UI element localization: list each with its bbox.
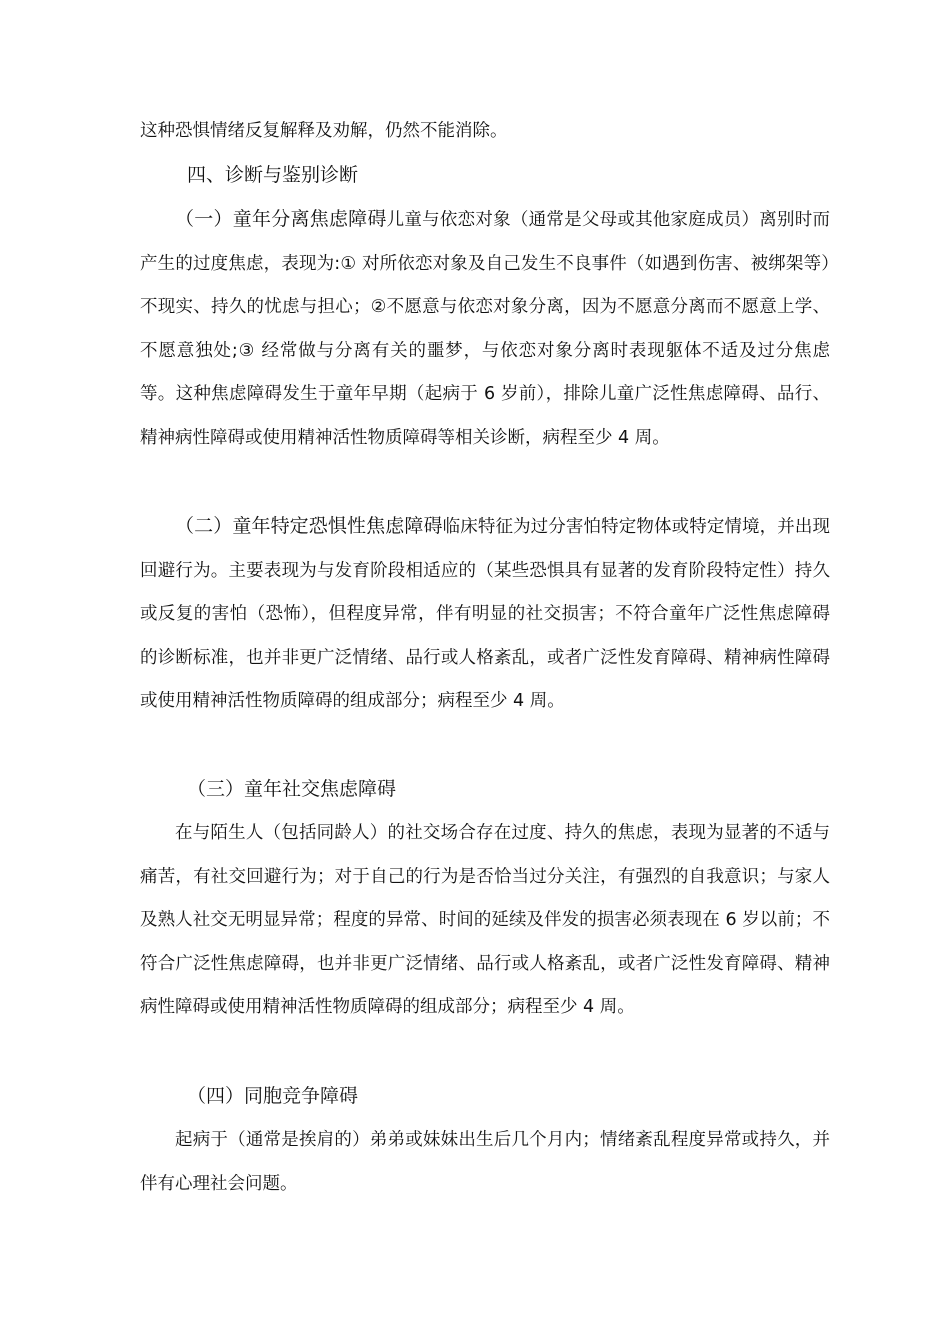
paragraph-continuation: 这种恐惧情绪反复解释及劝解，仍然不能消除。 [140, 121, 508, 141]
body-separation-anxiety: 儿童与依恋对象（通常是父母或其他家庭成员）离别时而产生的过度焦虑，表现为:① 对所依恋对象及自己发生不良事件（如遇到伤害、被绑架等）不现实、持久的忧虑与担心；②不愿意与依恋对象分离，因为不愿意分离而不愿意上学、不愿意独处;③ 经常做与分离有关的噩梦，与依恋对象分离时表现躯体不适及过分焦虑等。这种焦虑障碍发生于童年早期（起病于 6 岁前），排除儿童广泛性焦虑障碍、品行、精神病性障碍或使用精神活性物质障碍等相关诊断，病程至少 4 周。 [140, 210, 830, 448]
body-specific-phobia: 临床特征为过分害怕特定物体或特定情境，并出现回避行为。主要表现为与发育阶段相适应的（某些恐惧具有显著的发育阶段特定性）持久或反复的害怕（恐怖），但程度异常，伴有明显的社交损害；不符合童年广泛性焦虑障碍的诊断标准，也并非更广泛情绪、品行或人格紊乱，或者广泛性发育障碍、精神病性障碍或使用精神活性物质障碍的组成部分；病程至少 4 周。 [140, 517, 830, 711]
paragraph-specific-phobia [140, 505, 830, 724]
section-title-diagnosis: 四、诊断与鉴别诊断 [187, 164, 359, 186]
subheading-separation-anxiety: （一）童年分离焦虑障碍 [175, 208, 387, 230]
paragraph-social-anxiety: 在与陌生人（包括同龄人）的社交场合存在过度、持久的焦虑，表现为显著的不适与痛苦，有社交回避行为；对于自己的行为是否恰当过分关注，有强烈的自我意识；与家人及熟人社交无明显异常；程度的异常、时间的延续及伴发的损害必须表现在 6 岁以前；不符合广泛性焦虑障碍，也并非更广泛情绪、品行或人格紊乱，或者广泛性发育障碍、精神病性障碍或使用精神活性物质障碍的组成部分；病程至少 4 周。 [140, 823, 830, 1017]
subheading-specific-phobia: （二）童年特定恐惧性焦虑障碍 [175, 515, 443, 537]
subheading-sibling-rivalry: （四）同胞竞争障碍 [187, 1085, 359, 1107]
paragraph-sibling-rivalry: 起病于（通常是挨肩的）弟弟或妹妹出生后几个月内；情绪紊乱程度异常或持久，并伴有心理社会问题。 [140, 1130, 830, 1194]
subheading-social-anxiety: （三）童年社交焦虑障碍 [187, 778, 397, 800]
paragraph-separation-anxiety [140, 198, 830, 460]
